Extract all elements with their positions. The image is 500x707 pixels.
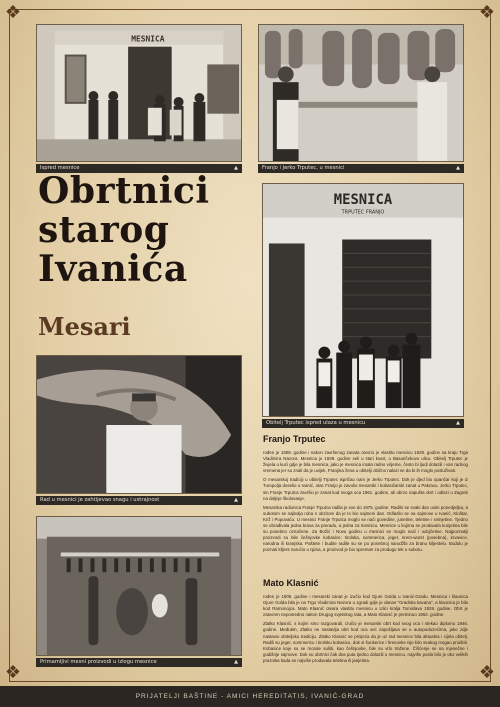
paragraph: rođen je 1908. godine i nakon završenog zanata otvorio je vlastitu mesnicu 1928. godine na kraju Trga Vladimira Nazora. Mesnica je 1939. godine seli u stari kvart, u Basaričekovu ulicu. Obitelj Trputec je živjela u kući gdje je bila mesnica, jako je mesnica imala radno vrijeme, često bi ljudi dolazili i van radnog vremena jer su znali da je uvijek, Franjina žena u obitelji obično nalazi se da bi ih moglo posluživati. bbox=[263, 450, 468, 474]
corner-ornament-icon: ❖ bbox=[478, 2, 496, 23]
triangle-icon: ▲ bbox=[234, 497, 238, 503]
caption-text: Franjo i Jerko Trputec, u mesnici bbox=[262, 165, 345, 171]
page-title bbox=[38, 172, 210, 289]
caption-text: Primamljivi mesni proizvodi u izlogu mesnice bbox=[40, 659, 157, 665]
section-body bbox=[263, 450, 468, 557]
triangle-icon: ▲ bbox=[234, 659, 238, 665]
section-body bbox=[263, 594, 468, 667]
photo-family bbox=[262, 183, 464, 417]
title-line: Ivanića bbox=[38, 248, 188, 290]
paragraph: O mesarskoj tradiciji u obitelji Trputec ispričao nam je Jerko Trputec. Dok je djed bio opančar koji je iz Turopolja doselio u Ivanić, otac Franjo je zavolio mesarski i kobasičarski zanat u Pakracu. Jerko Trputec, sin Franje Trputca završio je zanat kod svoga oca 1961. godine, ali ubrzo napušta obrt i odlazi u Zagreb na daljnje školovanje. bbox=[263, 477, 468, 501]
caption-text: Rad u mesnici je zahtijevao snagu i ustrajnost bbox=[40, 497, 160, 503]
corner-ornament-icon: ❖ bbox=[4, 2, 22, 23]
photo-butchers bbox=[258, 24, 464, 162]
page-subtitle: Mesari bbox=[38, 312, 131, 341]
photo-storefront bbox=[36, 24, 242, 162]
storefront-sign: MESNICA bbox=[131, 34, 165, 44]
caption-text: Ispred mesnice bbox=[40, 165, 80, 171]
photo-shop-window bbox=[36, 516, 242, 656]
caption-text: Obitelj Trputec ispred ulaza u mesnicu bbox=[266, 420, 366, 426]
photo-caption bbox=[262, 419, 464, 428]
triangle-icon: ▲ bbox=[456, 165, 460, 171]
title-line: Obrtnici bbox=[38, 170, 210, 212]
section-heading: Mato Klasnić bbox=[263, 578, 319, 588]
footer: PRIJATELJI BAŠTINE - AMICI HEREDITATIS, IVANIĆ-GRAD bbox=[0, 686, 500, 707]
triangle-icon: ▲ bbox=[234, 165, 238, 171]
photo-carrying-meat bbox=[36, 355, 242, 494]
photo-caption bbox=[36, 496, 242, 505]
shop-sign: MESNICA bbox=[333, 191, 393, 208]
section-heading: Franjo Trputec bbox=[263, 434, 326, 444]
triangle-icon: ▲ bbox=[456, 420, 460, 426]
paragraph: rođen je 1905. godine i mesarski zanat je izučio kod Gjure Golda u Ivanić-Gradu. Mesnica i klaonica Gjure Golda bila je na Trgu Vladimira Nazora u zgradi gdje je danas "Gradska kavana", a klaonica je bila kod Ramonojca. Mato Klasnić otvara vlastitu mesnicu u Ulici kralja Tomislava 1928. godine. Obrt je zatvoren neposredno nakon Drugog svjetskog rata, a Mato Klasnić je preminuo 1952. godine. bbox=[263, 594, 468, 618]
corner-ornament-icon: ❖ bbox=[4, 662, 22, 683]
paragraph: Zlatko Klasnić, s kojim smo razgovarali, izučio je mesarski obrt kod svog oca i stekao diplomu 1946. godine. Međutim, Zlatko ne nastavlja obrt kod oca već zapošljava se u autopoduzećima, jako zdje nastavio obiteljsku tradiciju. Zlatko Klasnić se prisjeća da je uz rad mesnice bila aktualna i cijela obitelj. Radili su jeger, sommericu i tirolsku kobasicu, dok si šunkerice i hrenovke nije bilo svakog mogao priuštiti. Kobasice koje su se morale sušiti, kao češnjovke, bile su vrlo tražene. Čišćenje se na mjesečne i godišnje sajmove. Dok su obrtnici čak dva puta tjedno dolazili u mesnicu, najviše posla bilo je oko velikih praznika kada se najviše prodavala teletina ili janjetina. bbox=[263, 621, 468, 663]
paragraph: Mesarska radionica Franje Trputca radila je sve do 1975. godine. Radilo se svaki dan osim ponedjeljka, a subotom se najbolja roba s obzirom da je to bio sajmeni dan. Odlazilo se na sajmove u Ivanić, Kloštar, Križ i Popovaču. U mesnici Franje Trputca moglo se naći govedine, junetine, teletine i svinjetine. Tjedno se obrađivala jedna krava za preradu, a jedna za mesnicu. Mesnice u kojima se prodavala kunjetina bile su posebno označene. Za Božić i Novu godinu u mesnici se moglo naći i odojčetine. Najpoznatiji proizvodi su bile češnjovke kobasice: tirolska, sommerica, jeger, krem-wurst (posebna), krvavice, narodna ili kranjska. Paštete i budite radile su se po posebnoj narudžbi za branu kiljentelu. Budolu je poznati kiljent naručio u njima, a proizvod je bio spreman za produgu tek u subotu. bbox=[263, 504, 468, 553]
title-line: starog bbox=[38, 209, 170, 251]
corner-ornament-icon: ❖ bbox=[478, 662, 496, 683]
shop-sign-subtitle: TRPUTEC FRANJO bbox=[341, 209, 385, 216]
photo-caption bbox=[36, 658, 242, 667]
photo-caption bbox=[258, 164, 464, 173]
